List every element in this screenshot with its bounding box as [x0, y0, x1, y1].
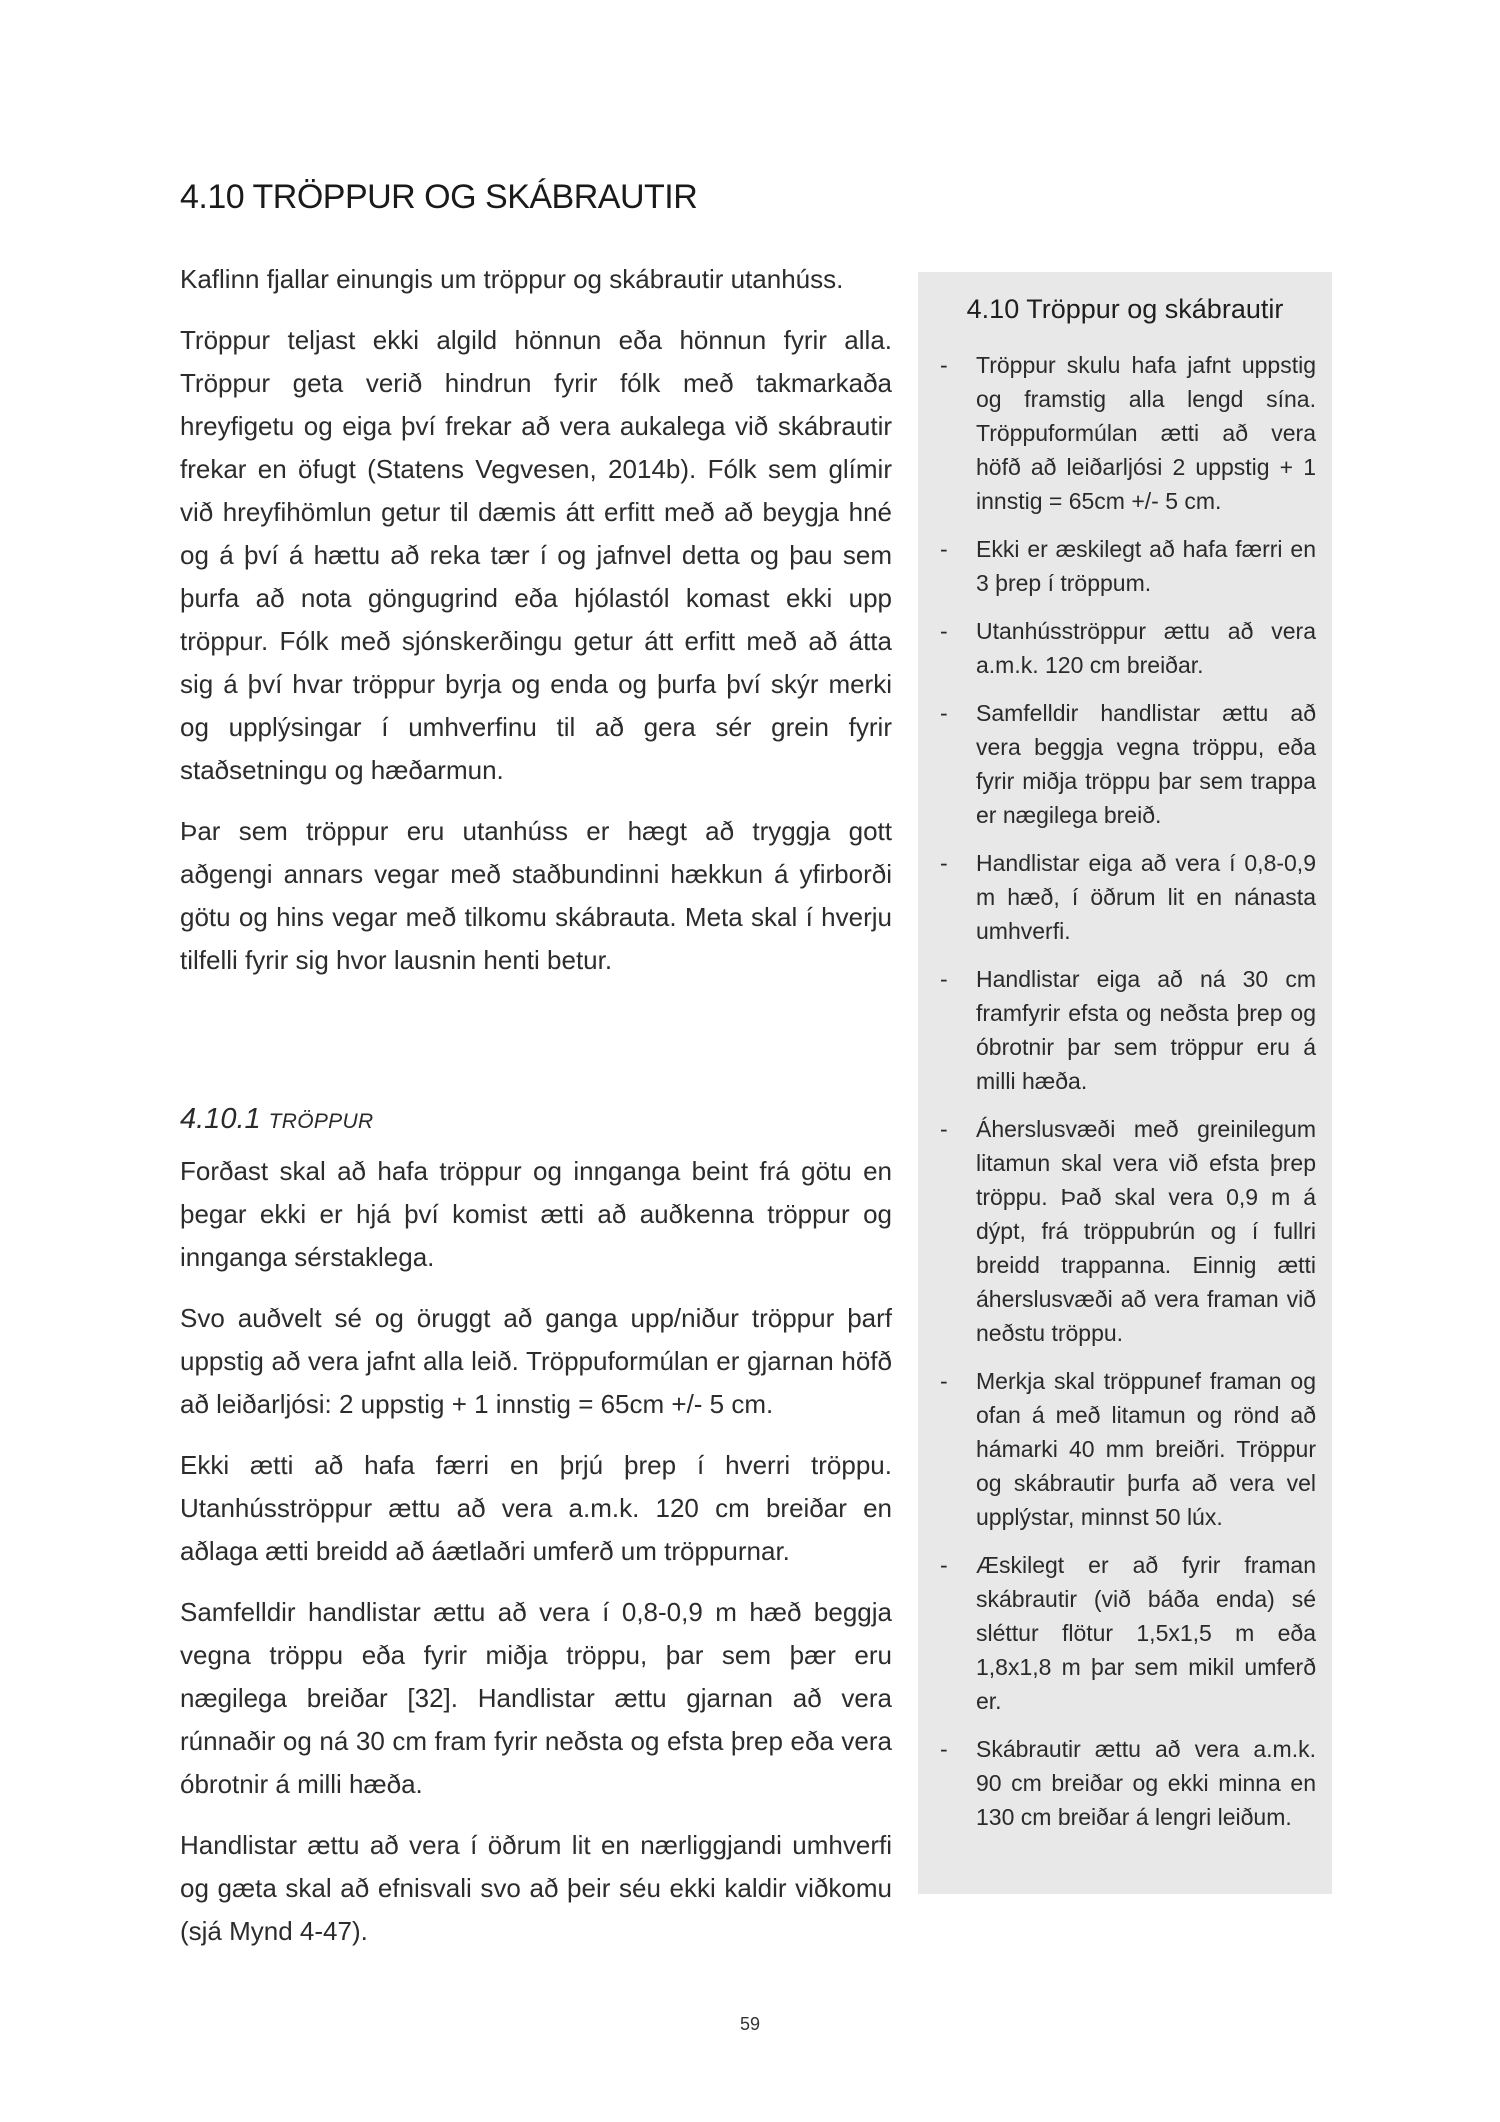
- sidebar-list-item: [934, 1364, 1316, 1534]
- sidebar-title: 4.10 Tröppur og skábrautir: [966, 294, 1284, 324]
- sidebar-item-text: Tröppur skulu hafa jafnt uppstig og framstig alla lengd sína. Tröppuformúlan ætti að vera höfð að leiðarljósi 2 uppstig + 1 innstig = 65cm +/- 5 cm.: [976, 352, 1316, 514]
- sidebar-item-text: Skábrautir ættu að vera a.m.k. 90 cm breiðar og ekki minna en 130 cm breiðar á lengri leiðum.: [976, 1736, 1316, 1830]
- dash-bullet: -: [940, 700, 948, 726]
- sidebar-item-text: Utanhúsströppur ættu að vera a.m.k. 120 cm breiðar.: [976, 618, 1316, 678]
- body-paragraph: Handlistar ættu að vera í öðrum lit en nærliggjandi umhverfi og gæta skal að efnisvali svo að þeir séu ekki kaldir viðkomu (sjá Mynd 4-47).: [180, 1830, 892, 1946]
- page-heading: 4.10 TRÖPPUR OG SKÁBRAUTIR: [180, 178, 698, 216]
- section-subheading: [180, 1099, 892, 1144]
- sidebar-list-item: [934, 348, 1316, 518]
- sidebar-item-text: Ekki er æskilegt að hafa færri en 3 þrep í tröppum.: [976, 536, 1316, 596]
- sidebar-list-item: [934, 1732, 1316, 1834]
- sidebar-item-text: Merkja skal tröppunef framan og ofan á með litamun og rönd að hámarki 40 mm breiðri. Tröppur og skábrautir þurfa að vera vel upplýstar, minnst 50 lúx.: [976, 1368, 1316, 1530]
- subheading-number: 4.10.1: [180, 1103, 261, 1135]
- body-paragraph: Samfelldir handlistar ættu að vera í 0,8-0,9 m hæð beggja vegna tröppu eða fyrir miðja tröppu, þar sem þær eru nægilega breiðar [32]. Handlistar ættu gjarnan að vera rúnnaðir og ná 30 cm fram fyrir neðsta og efsta þrep eða vera óbrotnir á milli hæða.: [180, 1597, 892, 1799]
- sidebar-item-text: Áherslusvæði með greinilegum litamun skal vera við efsta þrep tröppu. Það skal vera 0,9 m á dýpt, frá tröppubrún og í fullri breidd trappanna. Einnig ætti áherslusvæði að vera framan við neðstu tröppu.: [976, 1116, 1316, 1346]
- dash-bullet: -: [940, 352, 948, 378]
- sidebar-list-item: [934, 532, 1316, 600]
- sidebar-list-item: [934, 696, 1316, 832]
- sidebar-list-item: [934, 846, 1316, 948]
- dash-bullet: -: [940, 1736, 948, 1762]
- sidebar-list-item: [934, 614, 1316, 682]
- summary-sidebar: [918, 272, 1332, 1894]
- body-paragraph: Ekki ætti að hafa færri en þrjú þrep í hverri tröppu. Utanhúsströppur ættu að vera a.m.k. 120 cm breiðar en aðlaga ætti breidd að áætlaðri umferð um tröppurnar.: [180, 1450, 892, 1566]
- sidebar-list-item: [934, 962, 1316, 1098]
- sidebar-list: [934, 348, 1316, 1834]
- page-number: 59: [739, 2014, 761, 2034]
- intro-paragraph: Kaflinn fjallar einungis um tröppur og skábrautir utanhúss.: [180, 264, 844, 294]
- dash-bullet: -: [940, 536, 948, 562]
- sidebar-item-text: Æskilegt er að fyrir framan skábrautir (við báða enda) sé sléttur flötur 1,5x1,5 m eða 1,8x1,8 m þar sem mikil umferð er.: [976, 1552, 1316, 1714]
- body-paragraph: Svo auðvelt sé og öruggt að ganga upp/niður tröppur þarf uppstig að vera jafnt alla leið. Tröppuformúlan er gjarnan höfð að leiðarljósi: 2 uppstig + 1 innstig = 65cm +/- 5 cm.: [180, 1303, 892, 1419]
- main-text-column: [180, 258, 892, 1971]
- sidebar-item-text: Handlistar eiga að vera í 0,8-0,9 m hæð, í öðrum lit en nánasta umhverfi.: [976, 850, 1316, 944]
- dash-bullet: -: [940, 966, 948, 992]
- dash-bullet: -: [940, 1116, 948, 1142]
- dash-bullet: -: [940, 850, 948, 876]
- body-paragraph: Þar sem tröppur eru utanhúss er hægt að tryggja gott aðgengi annars vegar með staðbundinni hækkun á yfirborði götu og hins vegar með tilkomu skábrauta. Meta skal í hverju tilfelli fyrir sig hvor lausnin henti betur.: [180, 816, 892, 975]
- sidebar-item-text: Samfelldir handlistar ættu að vera beggja vegna tröppu, eða fyrir miðja tröppu þar sem trappa er nægilega breið.: [976, 700, 1316, 828]
- subheading-title: TRÖPPUR: [268, 1110, 374, 1133]
- body-paragraph: Tröppur teljast ekki algild hönnun eða hönnun fyrir alla. Tröppur geta verið hindrun fyrir fólk með takmarkaða hreyfigetu og eiga því frekar að vera aukalega við skábrautir frekar en öfugt (Statens Vegvesen, 2014b). Fólk sem glímir við hreyfihömlun getur til dæmis átt erfitt með að beygja hné og á því á hættu að reka tær í og jafnvel detta og þau sem þurfa að nota göngugrind eða hjólastól komast ekki upp tröppur. Fólk með sjónskerðingu getur átt erfitt með að átta sig á því hvar tröppur byrja og enda og þurfa því skýr merki og upplýsingar í umhverfinu til að gera sér grein fyrir staðsetningu og hæðarmun.: [180, 325, 892, 785]
- sidebar-list-item: [934, 1548, 1316, 1718]
- dash-bullet: -: [940, 1368, 948, 1394]
- sidebar-list-item: [934, 1112, 1316, 1350]
- dash-bullet: -: [940, 1552, 948, 1578]
- body-paragraph: Forðast skal að hafa tröppur og innganga beint frá götu en þegar ekki er hjá því komist ætti að auðkenna tröppur og innganga sérstaklega.: [180, 1156, 892, 1272]
- dash-bullet: -: [940, 618, 948, 644]
- sidebar-item-text: Handlistar eiga að ná 30 cm framfyrir efsta og neðsta þrep og óbrotnir þar sem tröppur eru á milli hæða.: [976, 966, 1316, 1094]
